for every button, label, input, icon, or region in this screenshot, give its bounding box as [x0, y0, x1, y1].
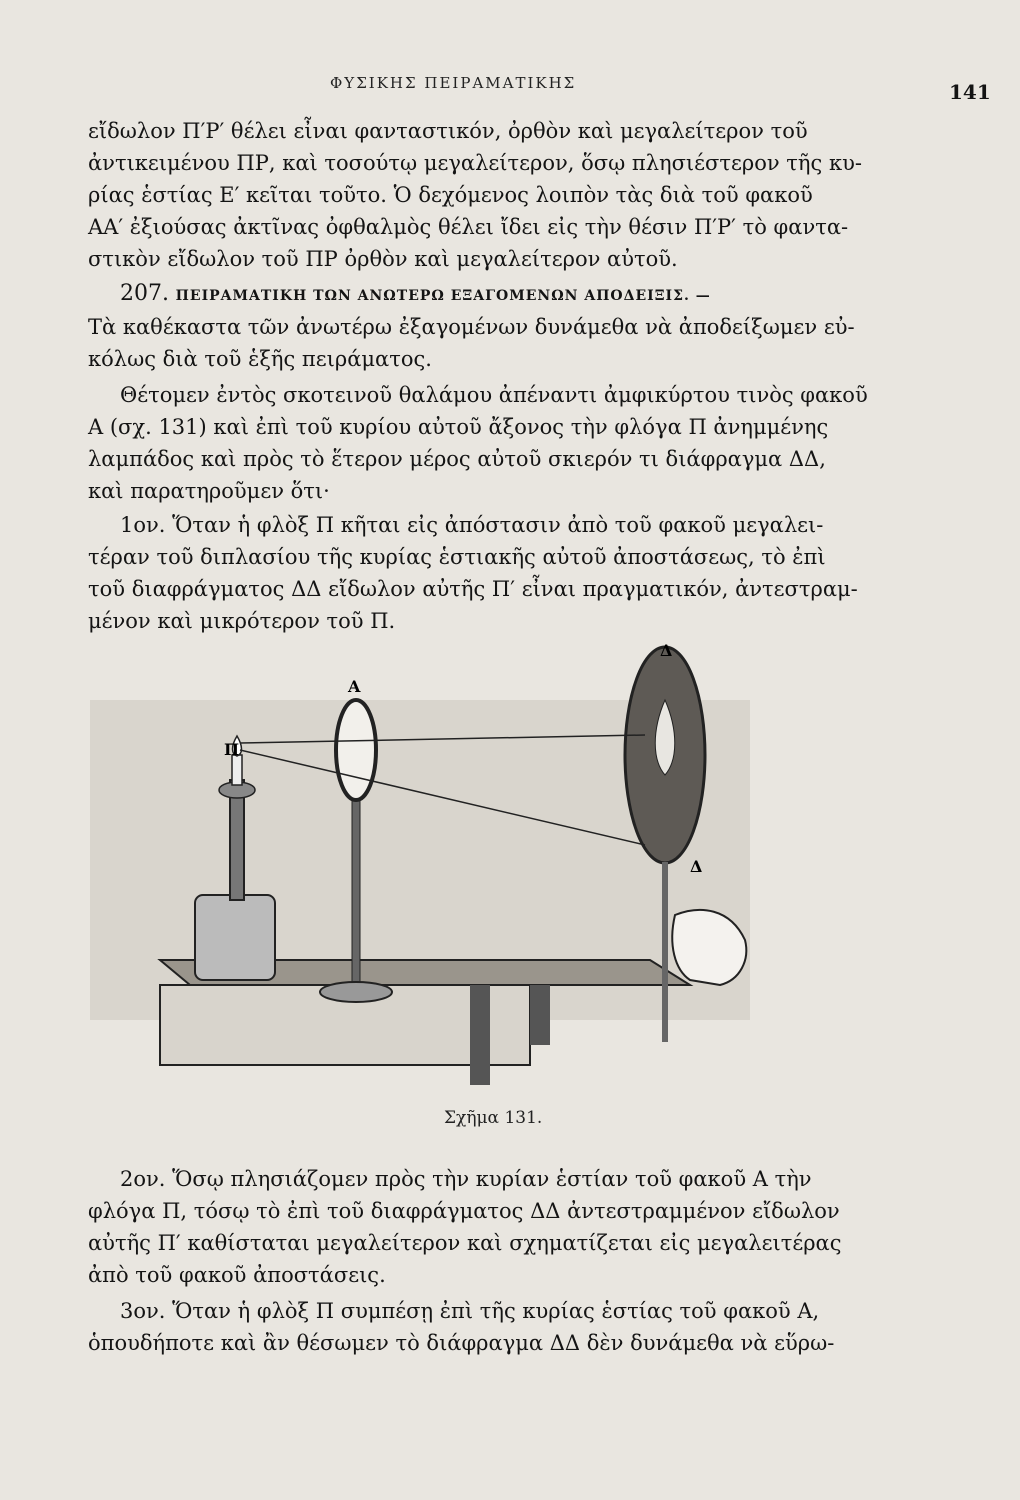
text-line: κόλως διὰ τοῦ ἑξῆς πειράματος. [88, 347, 432, 371]
text-line: 1ον. Ὅταν ἡ φλὸξ Π κῆται εἰς ἀπόστασιν ἀπὸ τοῦ φακοῦ μεγαλει- [120, 513, 824, 537]
text-line: τοῦ διαφράγματος ΔΔ εἴδωλον αὐτῆς Π′ εἶναι πραγματικόν, ἀντεστραμ- [88, 577, 858, 601]
section-heading [120, 278, 880, 311]
lens-stand-base [320, 982, 392, 1002]
text-line: ρίας ἑστίας Ε′ κεῖται τοῦτο. Ὁ δεχόμενος λοιπὸν τὰς διὰ τοῦ φακοῦ [88, 183, 813, 207]
section-number: 207. [120, 281, 169, 306]
running-header: ΦΥΣΙΚΗΣ ΠΕΙΡΑΜΑΤΙΚΗΣ [330, 74, 577, 92]
text-line: μένον καὶ μικρότερον τοῦ Π. [88, 609, 396, 633]
text-line: στικὸν εἴδωλον τοῦ ΠΡ ὀρθὸν καὶ μεγαλείτερον αὐτοῦ. [88, 247, 678, 271]
section-title: ΠΕΙΡΑΜΑΤΙΚΗ ΤΩΝ ΑΝΩΤΕΡΩ ΕΞΑΓΟΜΕΝΩΝ ΑΠΟΔΕΙΞΙΣ. — [175, 288, 711, 304]
screen-handle [662, 862, 668, 1042]
candle [232, 755, 242, 785]
flame-label: Π [224, 740, 240, 759]
figure-caption: Σχῆμα 131. [444, 1108, 543, 1128]
convex-lens [336, 700, 376, 800]
screen-label-bottom: Δ [690, 857, 703, 876]
text-line: λαμπάδος καὶ πρὸς τὸ ἕτερον μέρος αὐτοῦ σκιερόν τι διάφραγμα ΔΔ, [88, 447, 826, 471]
lens-label: Α [348, 677, 361, 696]
page-number: 141 [949, 80, 991, 104]
figure-131-illustration [90, 640, 940, 1100]
text-line: 2ον. Ὅσῳ πλησιάζομεν πρὸς τὴν κυρίαν ἑστίαν τοῦ φακοῦ Α τὴν [120, 1167, 812, 1191]
text-line: εἴδωλον Π′Ρ′ θέλει εἶναι φανταστικόν, ὀρθὸν καὶ μεγαλείτερον τοῦ [88, 119, 808, 143]
text-line: 3ον. Ὅταν ἡ φλὸξ Π συμπέσῃ ἐπὶ τῆς κυρίας ἑστίας τοῦ φακοῦ Α, [120, 1299, 820, 1323]
text-line: φλόγα Π, τόσῳ τὸ ἐπὶ τοῦ διαφράγματος ΔΔ ἀντεστραμμένον εἴδωλον [88, 1199, 840, 1223]
text-line: Α (σχ. 131) καὶ ἐπὶ τοῦ κυρίου αὐτοῦ ἄξονος τὴν φλόγα Π ἀνημμένης [88, 415, 829, 439]
table-leg [470, 985, 490, 1085]
text-line: αὐτῆς Π′ καθίσταται μεγαλείτερον καὶ σχηματίζεται εἰς μεγαλειτέρας [88, 1231, 842, 1255]
text-line: ὁπουδήποτε καὶ ἂν θέσωμεν τὸ διάφραγμα ΔΔ δὲν δυνάμεθα νὰ εὕρω- [88, 1331, 835, 1355]
text-line: ἀπὸ τοῦ φακοῦ ἀποστάσεις. [88, 1263, 386, 1287]
text-line: ἀντικειμένου ΠΡ, καὶ τοσούτῳ μεγαλείτερον, ὅσῳ πλησιέστερον τῆς κυ- [88, 151, 862, 175]
screen-label-top: Δ [660, 641, 673, 660]
text-line: Τὰ καθέκαστα τῶν ἀνωτέρω ἐξαγομένων δυνάμεθα νὰ ἀποδείξωμεν εὐ- [88, 315, 855, 339]
text-line: Θέτομεν ἐντὸς σκοτεινοῦ θαλάμου ἀπέναντι ἀμφικύρτου τινὸς φακοῦ [120, 383, 868, 407]
text-line: ΑΑ′ ἐξιούσας ἀκτῖνας ὀφθαλμὸς θέλει ἴδει εἰς τὴν θέσιν Π′Ρ′ τὸ φαντα- [88, 215, 849, 239]
text-line: καὶ παρατηροῦμεν ὅτι· [88, 479, 330, 503]
text-line: τέραν τοῦ διπλασίου τῆς κυρίας ἑστιακῆς αὐτοῦ ἀποστάσεως, τὸ ἐπὶ [88, 545, 826, 569]
table-leg [530, 985, 550, 1045]
candle-base [195, 895, 275, 980]
